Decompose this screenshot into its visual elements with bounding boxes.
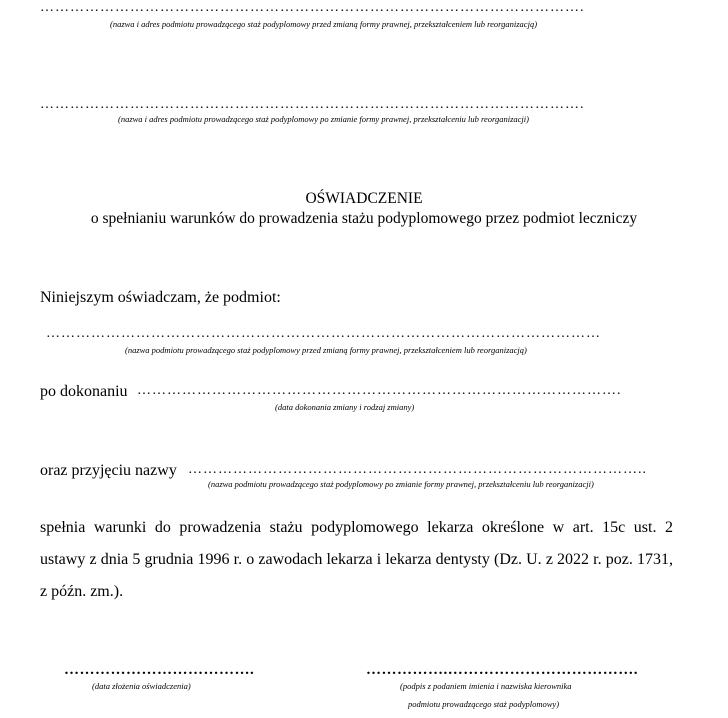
entity-after-dotted-line: ………………………………………………………………………………………………. [40,97,585,112]
head-signature-caption-1: (podpis z podaniem imienia i nazwiska kierownika [400,681,572,691]
entity-before-dotted-line: ………………………………………………………………………………………………. [40,0,585,15]
date-signature-caption: (data złożenia oświadczenia) [92,681,191,691]
statement-line-2: ustawy z dnia 5 grudnia 1996 r. o zawodach lekarza i lekarza dentysty (Dz. U. z 2022 r. poz. 1731, [40,551,673,568]
completion-caption: (data dokonania zmiany i rodzaj zmiany) [275,402,415,412]
entity-name-caption: (nazwa podmiotu prowadzącego staż podyplomowy przed zmianą formy prawnej, przekształceniem lub reorganizacją) [125,345,527,355]
head-signature-dotted-line: …………….………………………………. [366,662,638,678]
entity-before-caption: (nazwa i adres podmiotu prowadzącego staż podyplomowy przed zmianą formy prawnej, przekształceniem lub reorganizacją) [110,19,538,29]
new-name-dotted-line: ……………………………………………………………………………….. [188,462,647,477]
date-signature-dotted-line: ………………………………. [64,662,255,678]
document-subtitle: o spełnianiu warunków do prowadzenia stażu podyplomowego przez podmiot leczniczy [90,210,638,227]
completion-dotted-line: ……………………………………………………………………………………. [137,383,622,398]
completion-label: po dokonaniu [40,383,128,400]
statement-paragraph [40,512,673,608]
statement-line-1: spełnia warunki do prowadzenia stażu podyplomowego lekarza określone w art. 15c ust. 2 [40,519,673,536]
head-signature-caption-2: podmiotu prowadzącego staż podyplomowy) [408,699,560,709]
new-name-label: oraz przyjęciu nazwy [40,462,177,479]
entity-name-dotted-line: ………………………………………………………………………………………………… [46,326,601,341]
entity-after-caption: (nazwa i adres podmiotu prowadzącego staż podyplomowy po zmianie formy prawnej, przekształceniu lub reorganizacji) [118,114,529,124]
declaration-intro: Niniejszym oświadczam, że podmiot: [40,289,281,306]
statement-line-3: z późn. zm.). [40,583,124,600]
new-name-caption: (nazwa podmiotu prowadzącego staż podyplomowy po zmianie formy prawnej, przekształceniu lub reorganizacji) [208,479,594,489]
document-title: OŚWIADCZENIE [305,190,423,207]
